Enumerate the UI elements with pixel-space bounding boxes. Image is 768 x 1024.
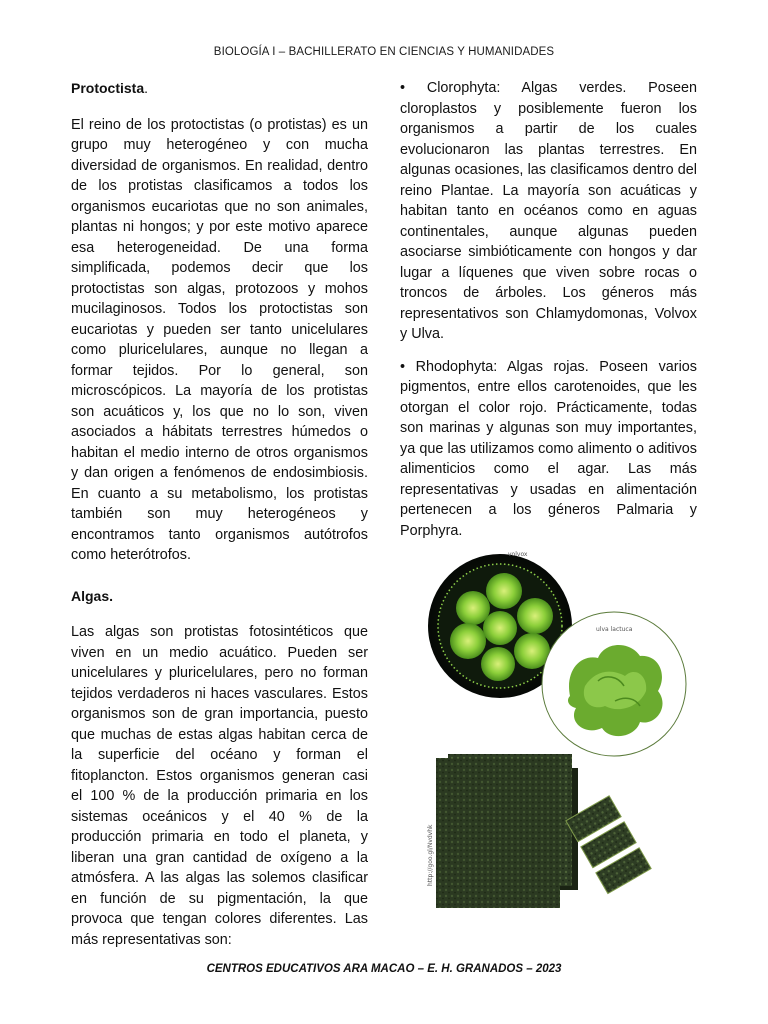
protoctista-heading: [71, 78, 368, 99]
protoctista-heading-text: Protoctista: [71, 80, 145, 96]
ulva-lactuca-image: [542, 612, 686, 756]
right-column: [400, 78, 697, 553]
clorophyta-paragraph: • Clorophyta: Algas verdes. Poseen cloroplastos y posiblemente fueron los organismos a partir de los cuales evolucionaron las plantas terrestres. En algunas ocasiones, las clasificamos dentro del reino Plantae. La mayoría son acuáticas y habitan tanto en océanos como en aguas continentales, aunque algunas pueden asociarse simbióticamente con hongos y dar lugar a líquenes que viven sobre rocas o troncos de árboles. Los géneros más representativos son Chlamydomonas, Volvox y Ulva.: [400, 80, 697, 342]
left-column: [71, 78, 368, 962]
algae-illustration: [420, 546, 702, 912]
algas-heading: Algas.: [71, 587, 114, 604]
rhodophyta-paragraph: • Rhodophyta: Algas rojas. Poseen varios pigmentos, entre ellos carotenoides, que les otorgan el color rojo. Prácticamente, todas son marinas y algunas son muy importantes, ya que las utilizamos como alimento o aditivos alimenticios como el agar. Las más representativas y usadas en alimentación pertenecen a los géneros Palmaria y Porphyra.: [400, 358, 697, 539]
nori-label: http://goo.gl/Nvdvhk: [427, 824, 434, 886]
algas-paragraph: Las algas son protistas fotosintéticos que viven en un medio acuático. Pueden ser unicelulares y pluricelulares, pero no forman tejidos verdaderos ni haces vasculares. Estos organismos son de gran importancia, puesto que muchas de estas algas habitan cerca de la superficie del océano y forman el fitoplancton. Estos organismos generan casi el 100 % de la producción primaria en los sistemas oceánicos y el 40 % de la producción primaria en todo el planeta, y liberan una gran cantidad de oxígeno a la atmósfera. A las algas las solemos clasificar en función de su pigmentación, la que provoca que tengan colores diferentes. Las más representativas son:: [71, 624, 368, 948]
protoctista-heading-period: .: [144, 80, 149, 96]
protoctista-paragraph: El reino de los protoctistas (o protistas) es un grupo muy heterogéneo y con mucha diversidad de organismos. En realidad, dentro de los protistas clasificamos a todos los organismos eucariotas que no son animales, plantas ni hongos; y por este motivo aparece esa heterogeneidad. De una forma simplificada, podemos decir que los protoctistas son algas, protozoos y mohos mucilaginosos. Todos los protoctistas son eucariotas y pueden ser tanto unicelulares como pluricelulares, aunque no llegan a formar tejidos. Por lo general, son microscópicos. La mayoría de los protistas son acuáticos y, los que no lo son, viven asociados a hábitats terrestres húmedos o habitan el medio interno de otros organismos y dan origen a fenómenos de endosimbiosis. En cuanto a su metabolismo, los protistas también son muy heterogéneos y encontramos tanto organismos autótrofos como heterótrofos.: [71, 116, 368, 563]
page-footer: CENTROS EDUCATIVOS ARA MACAO – E. H. GRANADOS – 2023: [206, 963, 562, 975]
page-header: BIOLOGÍA I – BACHILLERATO EN CIENCIAS Y HUMANIDADES: [213, 46, 555, 58]
volvox-label: volvox: [508, 551, 528, 558]
ulva-label: ulva lactuca: [596, 626, 633, 633]
nori-sheets-image: [427, 754, 651, 908]
